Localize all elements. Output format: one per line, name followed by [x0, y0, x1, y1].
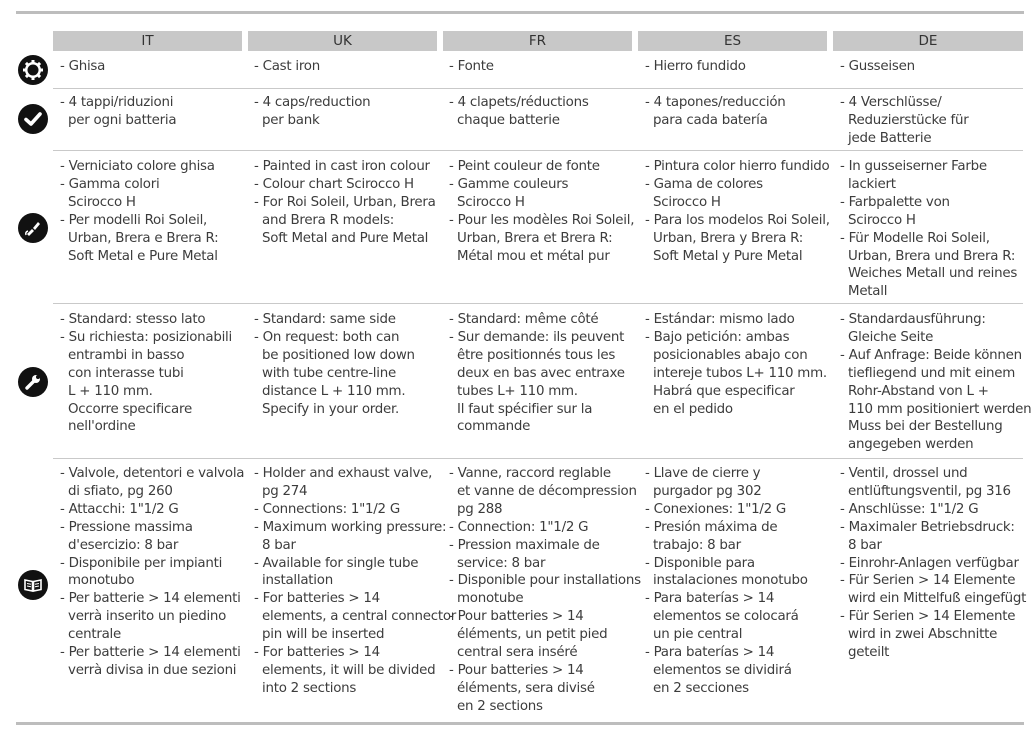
row-divider — [53, 88, 1023, 89]
cell-line: Reduzierstücke für — [840, 112, 969, 128]
cell-line: - Standard: même côté — [449, 312, 599, 327]
cell-line: installation — [254, 573, 333, 589]
column-header-de: DE — [833, 31, 1023, 51]
cell-line: - Su richiesta: posizionabili — [60, 329, 233, 345]
cell-line: - For batteries > 14 — [254, 645, 380, 661]
cell-line: elementos se colocará — [645, 609, 799, 625]
cell-valves-uk — [254, 465, 456, 698]
cell-line: - Gamma colori — [60, 176, 160, 192]
cell-line: Metall — [840, 284, 888, 300]
cell-line: - Per modelli Roi Soleil, — [60, 212, 208, 228]
cell-material-uk — [254, 58, 320, 76]
cell-line: - Conexiones: 1"1/2 G — [645, 501, 787, 517]
cell-line: 110 mm positioniert werden — [840, 401, 1032, 417]
cell-line: - Für Serien > 14 Elemente — [840, 609, 1016, 625]
cell-line: - Maximum working pressure: — [254, 519, 447, 535]
cell-install-es — [645, 311, 827, 418]
cell-line: - Gama de colores — [645, 176, 763, 192]
cell-line: - Attacchi: 1"1/2 G — [60, 501, 179, 517]
cell-line: centrale — [60, 627, 122, 643]
cell-line: pg 288 — [449, 501, 503, 517]
cell-line: - Holder and exhaust valve, — [254, 466, 433, 481]
cell-line: posicionables abajo con — [645, 347, 808, 363]
cell-line: - Für Modelle Roi Soleil, — [840, 230, 990, 246]
cell-line: Soft Metal y Pure Metal — [645, 248, 803, 264]
row-divider — [53, 458, 1023, 459]
cell-paint-uk — [254, 158, 436, 248]
cell-caps-de — [840, 94, 969, 148]
cell-line: di sfiato, pg 260 — [60, 483, 173, 499]
cell-line: 8 bar — [254, 537, 296, 553]
cell-paint-de — [840, 158, 1017, 301]
cell-line: 8 bar — [840, 537, 882, 553]
top-rule — [16, 11, 1024, 14]
cell-line: Rohr-Abstand von L + — [840, 383, 989, 399]
cell-line: - Bajo petición: ambas — [645, 329, 790, 345]
cell-line: - Farbpalette von — [840, 194, 950, 210]
cell-line: elementos se dividirá — [645, 662, 792, 678]
cell-line: - 4 tapones/reducción — [645, 95, 786, 110]
cell-line: - Connection: 1"1/2 G — [449, 519, 589, 535]
cell-line: Urban, Brera e Brera R: — [60, 230, 219, 246]
cell-line: purgador pg 302 — [645, 483, 762, 499]
cell-line: commande — [449, 419, 531, 435]
cell-line: - Available for single tube — [254, 555, 419, 571]
column-header-it: IT — [53, 31, 242, 51]
cell-line: - 4 Verschlüsse/ — [840, 95, 942, 110]
cell-line: - Para los modelos Roi Soleil, — [645, 212, 830, 228]
row-divider — [53, 303, 1023, 304]
cell-line: - Standard: stesso lato — [60, 312, 206, 327]
row-divider — [53, 150, 1023, 151]
cell-line: - Verniciato colore ghisa — [60, 159, 215, 174]
cell-line: Soft Metal e Pure Metal — [60, 248, 218, 264]
cell-line: - Peint couleur de fonte — [449, 159, 600, 174]
cell-line: tiefliegend und mit einem — [840, 365, 1016, 381]
cell-line: pin will be inserted — [254, 627, 385, 643]
cell-line: en el pedido — [645, 401, 733, 417]
cell-line: wird in zwei Abschnitte — [840, 627, 998, 643]
cell-caps-es — [645, 94, 786, 130]
cell-line: - 4 tappi/riduzioni — [60, 95, 174, 110]
column-header-fr: FR — [443, 31, 632, 51]
cell-material-fr — [449, 58, 494, 76]
cell-line: - Para baterías > 14 — [645, 591, 775, 607]
cell-caps-uk — [254, 94, 370, 130]
cell-line: - Per batterie > 14 elementi — [60, 591, 241, 607]
column-header-es: ES — [638, 31, 827, 51]
cell-line: Urban, Brera et Brera R: — [449, 230, 613, 246]
cell-line: monotubo — [60, 573, 135, 589]
cell-valves-fr — [449, 465, 641, 716]
cell-line: Muss bei der Bestellung — [840, 419, 1003, 435]
cell-line: chaque batterie — [449, 112, 560, 128]
cell-install-it — [60, 311, 232, 436]
cell-line: - Hierro fundido — [645, 59, 746, 74]
cell-line: - Valvole, detentori e valvola — [60, 466, 245, 481]
cell-line: - Für Serien > 14 Elemente — [840, 573, 1016, 589]
cell-line: elements, it will be divided — [254, 662, 436, 678]
cell-line: - Per batterie > 14 elementi — [60, 645, 241, 661]
cell-line: elements, a central connector — [254, 609, 457, 625]
cell-line: - Maximaler Betriebsdruck: — [840, 519, 1015, 535]
paint-brush-icon — [18, 213, 48, 243]
cell-line: - Fonte — [449, 59, 494, 74]
cell-line: Scirocco H — [449, 194, 525, 210]
cell-line: être positionnés tous les — [449, 347, 616, 363]
cell-line: monotube — [449, 591, 524, 607]
cell-line: - Cast iron — [254, 59, 320, 74]
cell-line: d'esercizio: 8 bar — [60, 537, 179, 553]
cell-material-it — [60, 58, 105, 76]
cell-line: - On request: both can — [254, 329, 400, 345]
cell-line: instalaciones monotubo — [645, 573, 808, 589]
cell-line: - Para baterías > 14 — [645, 645, 775, 661]
cell-caps-it — [60, 94, 176, 130]
cell-line: tubes L+ 110 mm. — [449, 383, 578, 399]
checkmark-icon — [18, 104, 48, 134]
cell-line: entrambi in basso — [60, 347, 185, 363]
cell-line: Urban, Brera und Brera R: — [840, 248, 1016, 264]
cell-material-de — [840, 58, 915, 76]
cell-line: Weiches Metall und reines — [840, 266, 1018, 282]
cell-valves-es — [645, 465, 808, 698]
cell-line: deux en bas avec entraxe — [449, 365, 625, 381]
cell-line: - 4 caps/reduction — [254, 95, 371, 110]
cell-line: verrà inserito un piedino — [60, 609, 227, 625]
cell-line: trabajo: 8 bar — [645, 537, 741, 553]
cell-line: un pie central — [645, 627, 743, 643]
cell-line: éléments, sera divisé — [449, 680, 595, 696]
cell-line: Gleiche Seite — [840, 329, 934, 345]
cell-install-de — [840, 311, 1031, 454]
cell-material-es — [645, 58, 746, 76]
cell-install-fr — [449, 311, 625, 436]
cell-line: - Pressione massima — [60, 519, 193, 535]
cell-line: - Sur demande: ils peuvent — [449, 329, 625, 345]
cell-line: entlüftungsventil, pg 316 — [840, 483, 1011, 499]
cell-line: - Llave de cierre y — [645, 466, 761, 481]
cell-line: nell'ordine — [60, 419, 136, 435]
cell-line: Urban, Brera y Brera R: — [645, 230, 804, 246]
cell-line: Specify in your order. — [254, 401, 400, 417]
cell-line: wird ein Mittelfuß eingefügt — [840, 591, 1027, 607]
cell-caps-fr — [449, 94, 589, 130]
cell-line: Scirocco H — [840, 212, 916, 228]
cell-line: éléments, un petit pied — [449, 627, 608, 643]
cell-install-uk — [254, 311, 415, 418]
cell-line: - Connections: 1"1/2 G — [254, 501, 400, 517]
cell-line: Scirocco H — [60, 194, 136, 210]
cell-line: - Disponible para — [645, 555, 755, 571]
cell-line: en 2 secciones — [645, 680, 749, 696]
cell-line: - Estándar: mismo lado — [645, 312, 795, 327]
wrench-icon — [18, 367, 48, 397]
cell-line: - Colour chart Scirocco H — [254, 176, 414, 192]
column-header-uk: UK — [248, 31, 437, 51]
cell-line: and Brera R models: — [254, 212, 395, 228]
cell-paint-es — [645, 158, 830, 265]
cell-line: jede Batterie — [840, 130, 932, 146]
cell-line: Métal mou et métal pur — [449, 248, 610, 264]
cell-line: Habrá que especificar — [645, 383, 795, 399]
cell-line: - Pression maximale de — [449, 537, 600, 553]
cell-line: con interasse tubi — [60, 365, 184, 381]
cell-line: - Standardausführung: — [840, 312, 986, 327]
cell-line: into 2 sections — [254, 680, 357, 696]
cell-line: Soft Metal and Pure Metal — [254, 230, 429, 246]
cell-line: central sera inséré — [449, 645, 578, 661]
cell-line: be positioned low down — [254, 347, 415, 363]
cell-line: - Painted in cast iron colour — [254, 159, 430, 174]
cell-line: - Disponibile per impianti — [60, 555, 223, 571]
bottom-rule — [16, 722, 1024, 725]
cell-line: - Gusseisen — [840, 59, 915, 74]
cell-paint-fr — [449, 158, 634, 265]
cell-line: - Pour batteries > 14 — [449, 609, 584, 625]
cell-line: L + 110 mm. — [60, 383, 153, 399]
cell-line: Occorre specificare — [60, 401, 192, 417]
cell-line: intereje tubos L+ 110 mm. — [645, 365, 827, 381]
cell-line: Scirocco H — [645, 194, 721, 210]
cell-line: - In gusseiserner Farbe — [840, 159, 987, 174]
cell-line: pg 274 — [254, 483, 308, 499]
cell-line: geteilt — [840, 645, 890, 661]
cell-line: Il faut spécifier sur la — [449, 401, 593, 417]
cell-line: - Auf Anfrage: Beide können — [840, 347, 1022, 363]
cell-line: - Disponible pour installations — [449, 573, 641, 589]
gear-icon — [18, 55, 48, 85]
cell-line: para cada batería — [645, 112, 768, 128]
cell-line: - Presión máxima de — [645, 519, 778, 535]
cell-line: et vanne de décompression — [449, 483, 637, 499]
cell-line: - Pour batteries > 14 — [449, 662, 584, 678]
cell-valves-it — [60, 465, 244, 680]
cell-line: lackiert — [840, 176, 896, 192]
cell-line: - 4 clapets/réductions — [449, 95, 589, 110]
cell-line: en 2 sections — [449, 698, 543, 714]
cell-line: - Standard: same side — [254, 312, 396, 327]
cell-line: - Ventil, drossel und — [840, 466, 968, 481]
cell-valves-de — [840, 465, 1026, 662]
cell-line: angegeben werden — [840, 437, 974, 453]
cell-line: - Einrohr-Anlagen verfügbar — [840, 555, 1019, 571]
cell-line: verrà divisa in due sezioni — [60, 662, 237, 678]
cell-line: - Pintura color hierro fundido — [645, 159, 830, 174]
cell-line: per bank — [254, 112, 320, 128]
cell-line: per ogni batteria — [60, 112, 177, 128]
cell-paint-it — [60, 158, 218, 265]
catalog-book-icon — [18, 570, 48, 600]
cell-line: service: 8 bar — [449, 555, 546, 571]
cell-line: distance L + 110 mm. — [254, 383, 406, 399]
cell-line: with tube centre-line — [254, 365, 396, 381]
cell-line: - Anschlüsse: 1"1/2 G — [840, 501, 979, 517]
cell-line: - Pour les modèles Roi Soleil, — [449, 212, 635, 228]
cell-line: - Gamme couleurs — [449, 176, 569, 192]
cell-line: - For Roi Soleil, Urban, Brera — [254, 194, 436, 210]
cell-line: - For batteries > 14 — [254, 591, 380, 607]
cell-line: - Ghisa — [60, 59, 106, 74]
cell-line: - Vanne, raccord reglable — [449, 466, 611, 481]
